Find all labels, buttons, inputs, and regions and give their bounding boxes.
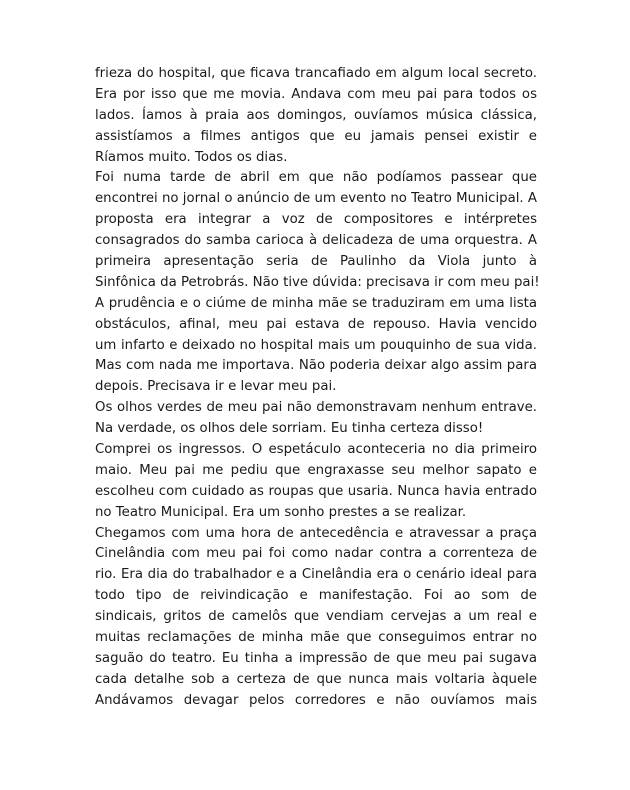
text-line: assistíamos a filmes antigos que eu jamais pensei existir e <box>95 128 537 144</box>
text-line: consagrados do samba carioca à delicadeza de uma orquestra. A <box>95 233 537 249</box>
text-line: Sinfônica da Petrobrás. Não tive dúvida: precisava ir com meu pai! <box>95 274 540 290</box>
text-line: Era por isso que me movia. Andava com meu pai para todos os <box>95 86 537 102</box>
text-line: sindicais, gritos de camelôs que vendiam cervejas a um real e <box>95 609 537 625</box>
text-line: lados. Íamos à praia aos domingos, ouvíamos música clássica, <box>95 107 537 123</box>
text-line: Cinelândia com meu pai foi como nadar contra a correnteza de <box>95 546 537 562</box>
text-line: saguão do teatro. Eu tinha a impressão de que meu pai sugava <box>95 650 537 666</box>
text-line: primeira apresentação seria de Paulinho da Viola junto à <box>95 254 537 270</box>
text-line: muitas reclamações de minha mãe que conseguimos entrar no <box>95 630 537 646</box>
body-text <box>95 64 540 712</box>
text-line: depois. Precisava ir e levar meu pai. <box>95 379 337 395</box>
text-line: todo tipo de reivindicação e manifestação. Foi ao som de <box>95 588 537 604</box>
text-line: Comprei os ingressos. O espetáculo aconteceria no dia primeiro <box>95 442 537 458</box>
text-line: cada detalhe sob a certeza de que nunca mais voltaria àquele <box>95 671 537 687</box>
text-line: um infarto e deixado no hospital mais um pouquinho de sua vida. <box>95 337 537 353</box>
text-line: Ríamos muito. Todos os dias. <box>95 149 288 165</box>
text-line: rio. Era dia do trabalhador e a Cinelândia era o cenário ideal para <box>95 567 537 583</box>
text-line: Chegamos com uma hora de antecedência e atravessar a praça <box>95 525 537 541</box>
text-line: maio. Meu pai me pediu que engraxasse seu melhor sapato e <box>95 462 537 478</box>
text-line: Na verdade, os olhos dele sorriam. Eu tinha certeza disso! <box>95 421 484 437</box>
text-line: Os olhos verdes de meu pai não demonstravam nenhum entrave. <box>95 400 537 416</box>
text-line: Andávamos devagar pelos corredores e não ouvíamos mais <box>95 692 537 708</box>
text-line: obstáculos, afinal, meu pai estava de repouso. Havia vencido <box>95 316 537 332</box>
text-line: frieza do hospital, que ficava trancafiado em algum local secreto. <box>95 66 537 81</box>
text-line: proposta era integrar a voz de compositores e intérpretes <box>95 212 537 228</box>
text-line: A prudência e o ciúme de minha mãe se traduziram em uma lista <box>95 295 537 311</box>
text-line: Foi numa tarde de abril em que não podíamos passear que <box>95 170 537 186</box>
text-line: escolheu com cuidado as roupas que usaria. Nunca havia entrado <box>95 483 537 499</box>
text-line: Mas com nada me importava. Não poderia deixar algo assim para <box>95 358 537 374</box>
text-line: encontrei no jornal o anúncio de um evento no Teatro Municipal. A <box>95 191 537 207</box>
text-line: no Teatro Municipal. Era um sonho prestes a se realizar. <box>95 504 467 520</box>
